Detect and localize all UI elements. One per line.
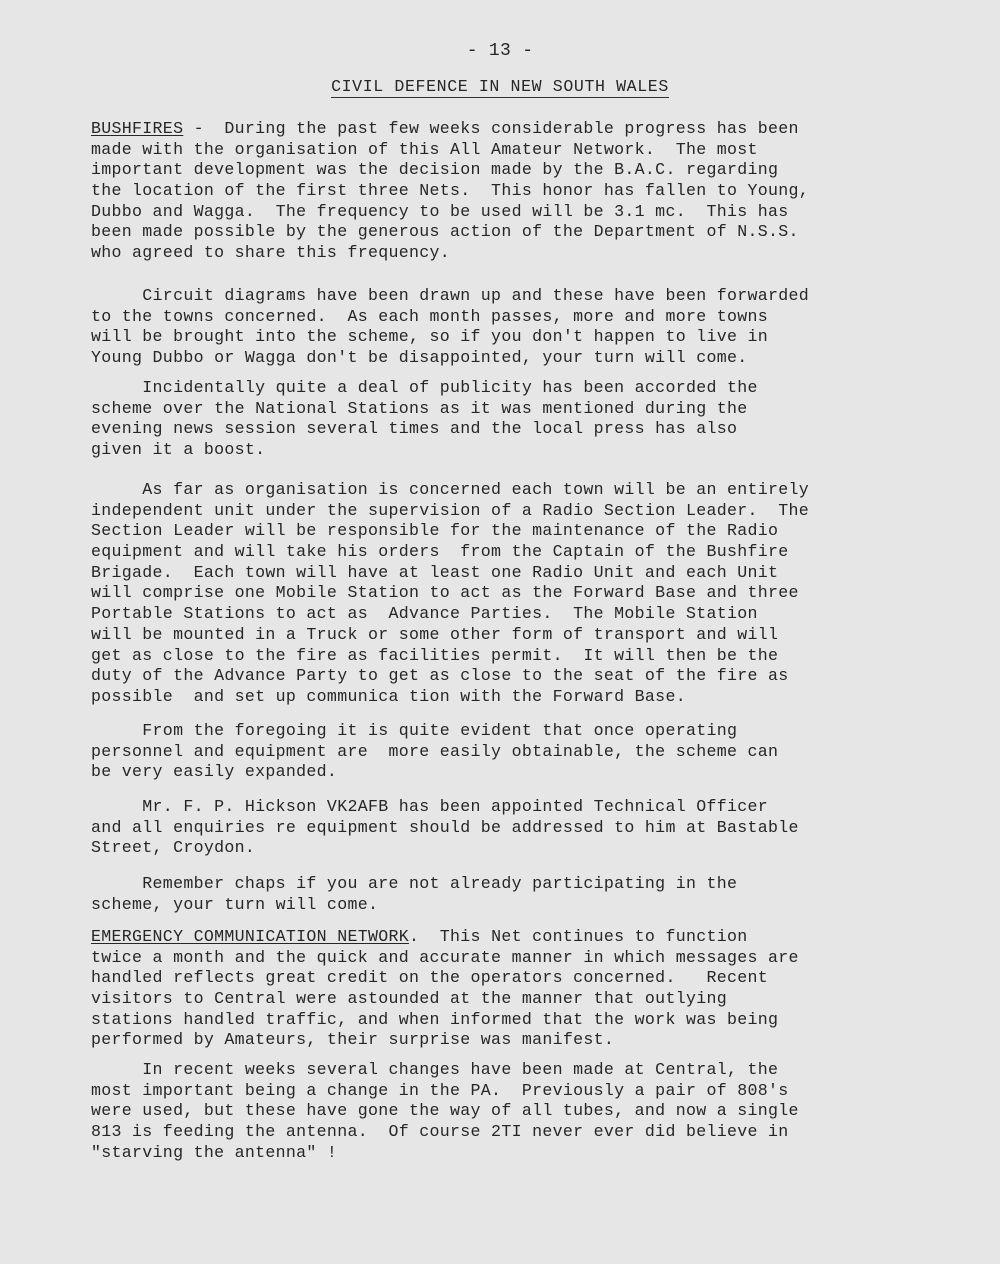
text-line	[91, 140, 953, 161]
title-text: CIVIL DEFENCE IN NEW SOUTH WALES	[331, 77, 669, 96]
line-text: Mr. F. P. Hickson VK2AFB has been appointed Technical Officer	[91, 797, 769, 816]
paragraph	[91, 480, 953, 708]
line-text: "starving the antenna" !	[91, 1142, 338, 1162]
paragraph	[91, 119, 953, 264]
line-text: Circuit diagrams have been drawn up and these have been forwarded	[91, 286, 810, 305]
line-text: equipment and will take his orders from the Captain of the Bushfire	[91, 542, 789, 562]
section-heading: EMERGENCY COMMUNICATION NETWORK	[91, 927, 409, 946]
line-text: Portable Stations to act as Advance Parties. The Mobile Station	[91, 604, 758, 624]
paragraph	[91, 797, 953, 859]
text-line	[91, 948, 953, 969]
text-line	[91, 160, 953, 181]
line-text: handled reflects great credit on the operators concerned. Recent	[91, 968, 769, 988]
text-line	[91, 348, 953, 369]
text-line	[91, 378, 953, 399]
text-line	[91, 968, 953, 989]
line-text: made with the organisation of this All Amateur Network. The most	[91, 139, 758, 159]
paragraph	[91, 874, 953, 915]
line-text: were used, but these have gone the way of all tubes, and now a single	[91, 1101, 799, 1121]
text-line	[91, 1081, 953, 1102]
line-text: the location of the first three Nets. This honor has fallen to Young,	[91, 181, 810, 201]
line-text: Remember chaps if you are not already participating in the	[91, 874, 738, 893]
line-text: possible and set up communica tion with the Forward Base.	[91, 686, 686, 706]
line-text: visitors to Central were astounded at the manner that outlying	[91, 989, 727, 1009]
text-line	[91, 687, 953, 708]
page-title	[0, 77, 1000, 98]
text-line	[91, 666, 953, 687]
text-line	[91, 307, 953, 328]
text-line	[91, 1143, 953, 1164]
line-text: Street, Croydon.	[91, 838, 256, 858]
line-text: to the towns concerned. As each month passes, more and more towns	[91, 306, 769, 326]
line-text: scheme, your turn will come.	[91, 894, 379, 914]
text-line	[91, 838, 953, 859]
line-text: Incidentally quite a deal of publicity has been accorded the	[91, 378, 758, 397]
text-line	[91, 989, 953, 1010]
text-line	[91, 797, 953, 818]
text-line	[91, 501, 953, 522]
paragraph	[91, 378, 953, 461]
line-text: been made possible by the generous action of the Department of N.S.S.	[91, 222, 799, 242]
text-line	[91, 874, 953, 895]
line-text: evening news session several times and the local press has also	[91, 419, 738, 439]
text-line	[91, 480, 953, 501]
text-line	[91, 563, 953, 584]
text-line	[91, 419, 953, 440]
text-line	[91, 625, 953, 646]
line-text: - During the past few weeks considerable progress has been	[183, 119, 799, 138]
text-line	[91, 604, 953, 625]
line-text: get as close to the fire as facilities permit. It will then be the	[91, 645, 779, 665]
text-line	[91, 286, 953, 307]
page-number: - 13 -	[466, 41, 534, 61]
text-line	[91, 742, 953, 763]
text-line	[91, 818, 953, 839]
line-text: important development was the decision made by the B.A.C. regarding	[91, 160, 779, 180]
line-text: who agreed to share this frequency.	[91, 243, 451, 263]
line-text: be very easily expanded.	[91, 762, 338, 782]
text-line	[91, 542, 953, 563]
line-text: Section Leader will be responsible for the maintenance of the Radio	[91, 521, 779, 541]
paragraph	[91, 1060, 953, 1163]
text-line	[91, 895, 953, 916]
text-line	[91, 927, 953, 948]
text-line	[91, 327, 953, 348]
text-line	[91, 521, 953, 542]
line-text: twice a month and the quick and accurate manner in which messages are	[91, 947, 799, 967]
text-line	[91, 119, 953, 140]
line-text: most important being a change in the PA. Previously a pair of 808's	[91, 1080, 789, 1100]
text-line	[91, 243, 953, 264]
line-text: given it a boost.	[91, 440, 266, 460]
line-text: In recent weeks several changes have been made at Central, the	[91, 1060, 779, 1079]
line-text: duty of the Advance Party to get as close to the seat of the fire as	[91, 666, 789, 686]
paragraph	[91, 721, 953, 783]
text-line	[91, 440, 953, 461]
paragraph	[91, 286, 953, 369]
text-line	[91, 1122, 953, 1143]
line-text: From the foregoing it is quite evident that once operating	[91, 721, 738, 740]
text-line	[91, 721, 953, 742]
line-text: independent unit under the supervision of a Radio Section Leader. The	[91, 500, 810, 520]
text-line	[91, 1060, 953, 1081]
line-text: As far as organisation is concerned each town will be an entirely	[91, 480, 810, 499]
line-text: performed by Amateurs, their surprise was manifest.	[91, 1030, 615, 1050]
line-text: will be brought into the scheme, so if you don't happen to live in	[91, 327, 769, 347]
text-line	[91, 1010, 953, 1031]
text-line	[91, 1101, 953, 1122]
text-line	[91, 1030, 953, 1051]
line-text: personnel and equipment are more easily obtainable, the scheme can	[91, 741, 779, 761]
text-line	[91, 762, 953, 783]
text-line	[91, 399, 953, 420]
line-text: stations handled traffic, and when informed that the work was being	[91, 1009, 779, 1029]
line-text: scheme over the National Stations as it was mentioned during the	[91, 398, 748, 418]
line-text: Dubbo and Wagga. The frequency to be used will be 3.1 mc. This has	[91, 201, 789, 221]
line-text: . This Net continues to function	[409, 927, 748, 946]
line-text: Brigade. Each town will have at least one Radio Unit and each Unit	[91, 562, 779, 582]
line-text: 813 is feeding the antenna. Of course 2TI never ever did believe in	[91, 1122, 789, 1142]
section-heading: BUSHFIRES	[91, 119, 184, 138]
line-text: and all enquiries re equipment should be addressed to him at Bastable	[91, 817, 799, 837]
text-line	[91, 202, 953, 223]
line-text: will be mounted in a Truck or some other form of transport and will	[91, 624, 779, 644]
line-text: will comprise one Mobile Station to act as the Forward Base and three	[91, 583, 799, 603]
paragraph	[91, 927, 953, 1051]
text-line	[91, 583, 953, 604]
text-line	[91, 181, 953, 202]
text-line	[91, 222, 953, 243]
line-text: Young Dubbo or Wagga don't be disappointed, your turn will come.	[91, 348, 748, 368]
text-line	[91, 646, 953, 667]
